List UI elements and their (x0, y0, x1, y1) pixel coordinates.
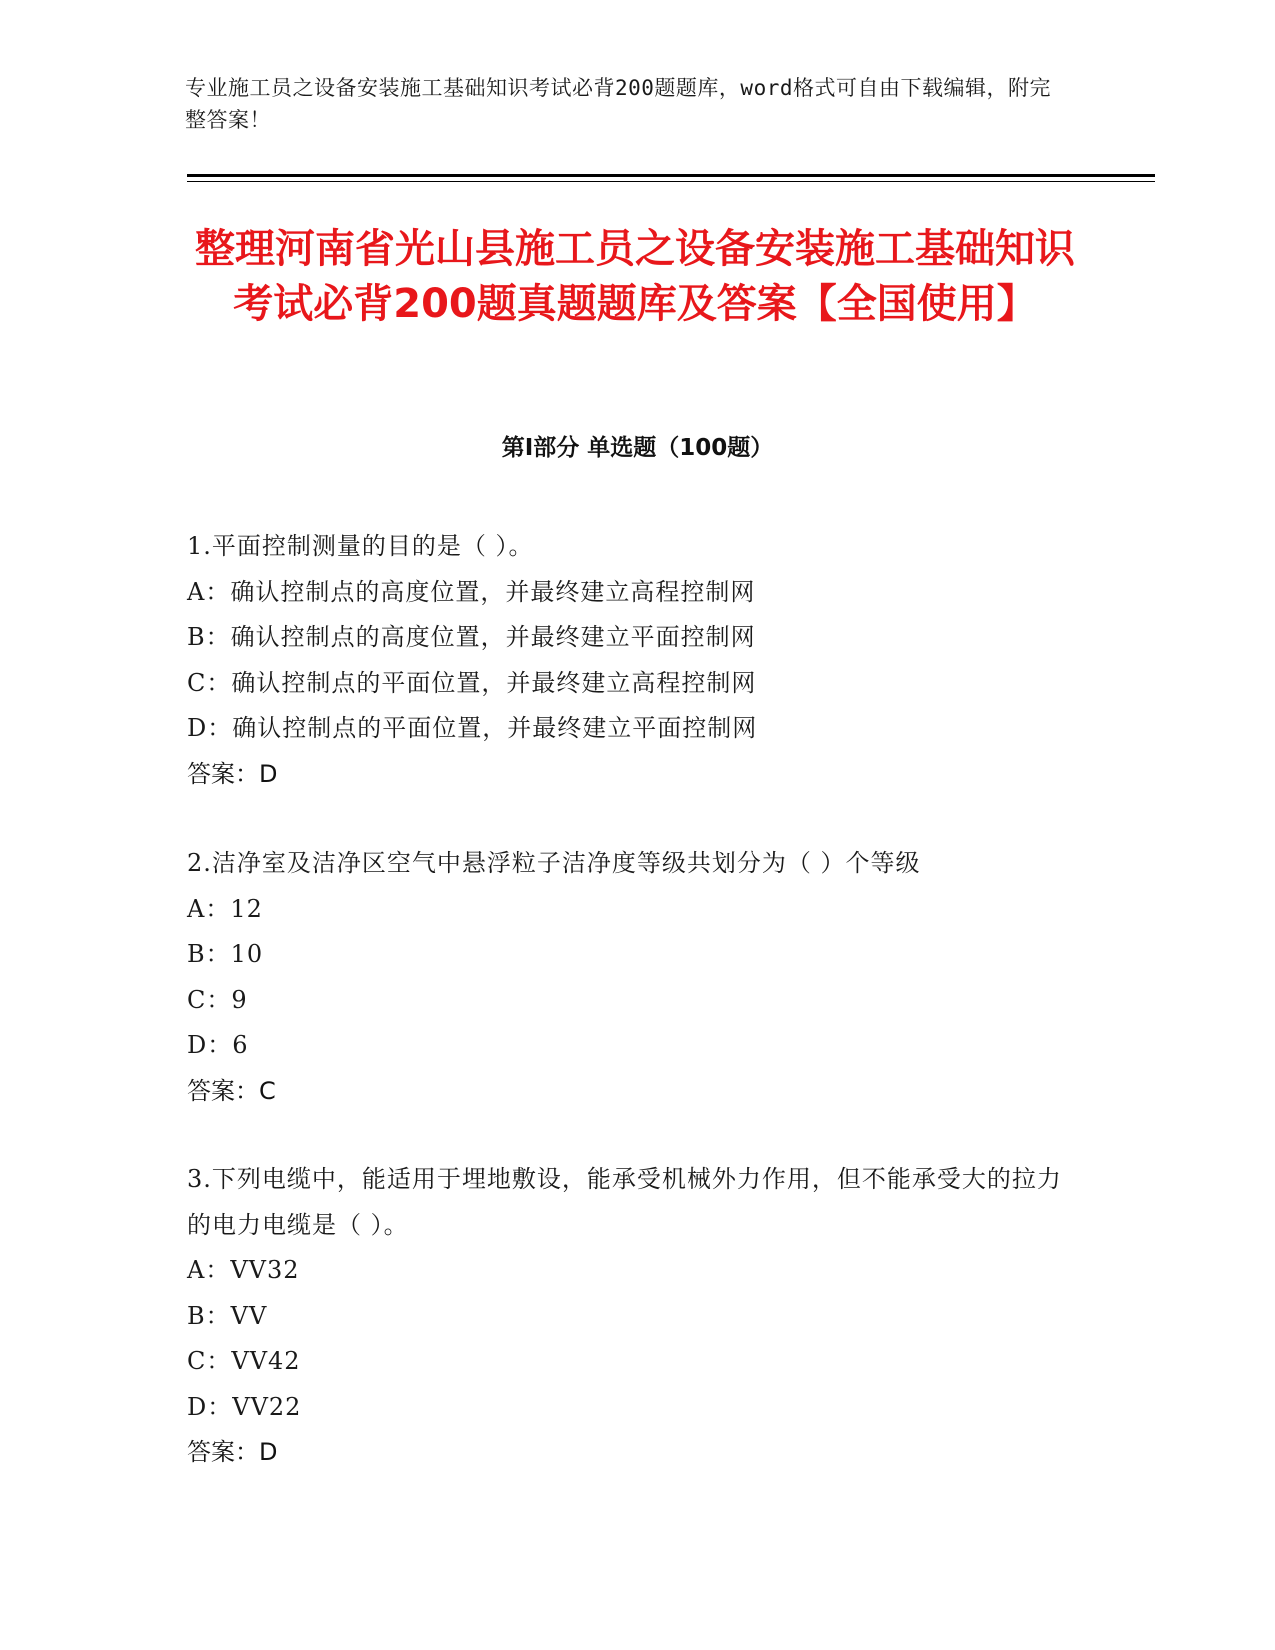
option-c: C：9 (187, 985, 248, 1014)
question-3 (187, 1157, 1067, 1476)
option-a: A：12 (187, 894, 263, 923)
question-1 (187, 524, 1067, 797)
option-b: B：VV (187, 1301, 268, 1330)
header-rule-thick (187, 174, 1155, 177)
question-stem: 2.洁净室及洁净区空气中悬浮粒子洁净度等级共划分为（ ）个等级 (187, 849, 921, 877)
option-d: D：6 (187, 1031, 249, 1059)
document-title: 整理河南省光山县施工员之设备安装施工基础知识考试必背200题真题题库及答案【全国使用】 (195, 226, 1075, 327)
question-2 (187, 841, 1067, 1114)
option-c: C：确认控制点的平面位置，并最终建立高程控制网 (187, 668, 757, 697)
option-d: D：VV22 (187, 1392, 302, 1421)
answer-line: 答案：D (187, 759, 278, 788)
option-a: A：确认控制点的高度位置，并最终建立高程控制网 (187, 577, 756, 606)
option-d: D：确认控制点的平面位置，并最终建立平面控制网 (187, 714, 758, 742)
answer-line: 答案：D (187, 1438, 278, 1466)
header-note: 专业施工员之设备安装施工基础知识考试必背200题题库，word格式可自由下载编辑，附完整答案！ (185, 76, 1051, 132)
option-b: B：确认控制点的高度位置，并最终建立平面控制网 (187, 623, 756, 651)
answer-line: 答案：C (187, 1076, 276, 1105)
option-b: B：10 (187, 940, 264, 968)
option-c: C：VV42 (187, 1347, 301, 1375)
header-rule-thin (187, 181, 1155, 182)
question-stem: 1.平面控制测量的目的是（ ）。 (187, 532, 534, 560)
option-a: A：VV32 (187, 1256, 300, 1284)
question-stem: 3.下列电缆中，能适用于埋地敷设，能承受机械外力作用，但不能承受大的拉力的电力电缆是（ ）。 (187, 1165, 1062, 1239)
section-heading: 第Ⅰ部分 单选题（100题） (501, 435, 774, 461)
